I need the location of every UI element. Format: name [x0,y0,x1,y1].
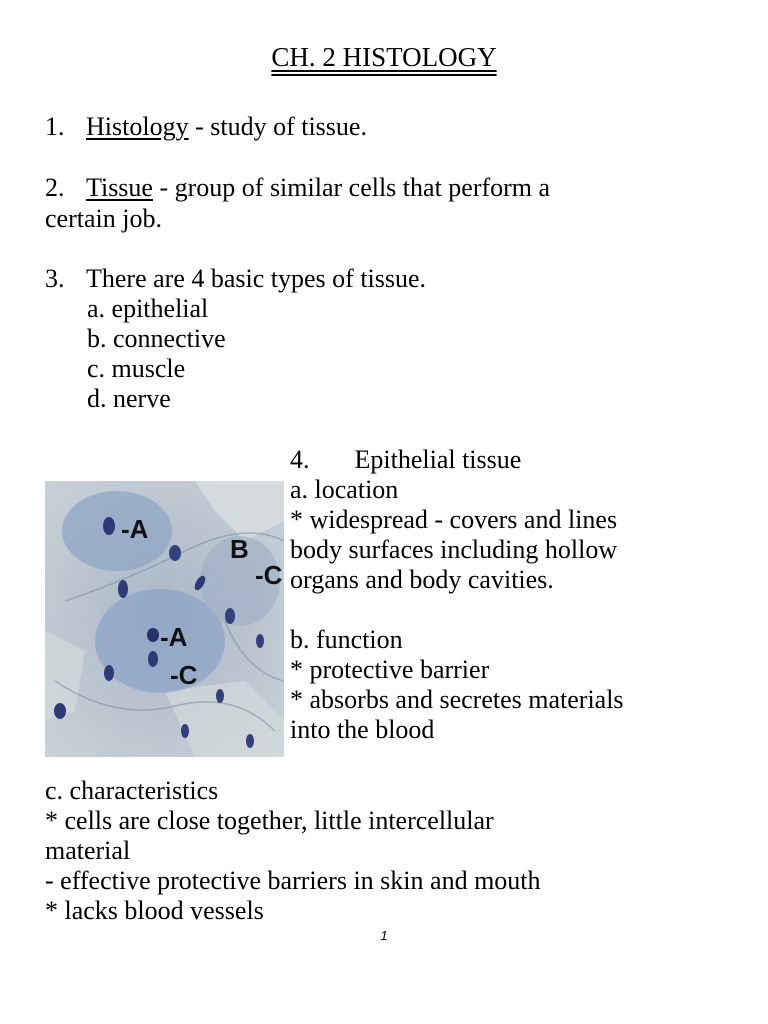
item-tissue-continued: certain job. [45,204,162,233]
section-epithelial-heading: 4. Epithelial tissue [290,445,522,474]
tissue-type-epithelial: a. epithelial [87,294,209,323]
term-histology: Histology [86,112,189,141]
characteristics-label: c. characteristics [45,776,219,805]
item-tissue: 2. Tissue - group of similar cells that perform a [45,173,551,202]
micrograph-label-c: -C [170,660,198,690]
function-label: b. function [290,625,403,654]
nucleus [246,734,254,748]
nucleus [256,634,264,648]
characteristics-line: material [45,836,131,865]
tissue-type-connective: b. connective [87,324,226,353]
item-histology: 1. Histology - study of tissue. [45,112,367,141]
nucleus [118,580,128,598]
cell-body [62,491,172,571]
nucleus [181,724,189,738]
function-line: * protective barrier [290,655,490,684]
nucleus [216,689,224,703]
micrograph-label-b: B [230,534,249,564]
micrograph-label-c: -C [255,560,283,590]
nucleus [148,651,158,667]
nucleus [104,665,114,681]
nucleus [169,545,181,561]
micrograph-label-a: -A [160,622,188,652]
page-number: 1 [380,928,388,943]
tissue-type-nerve: d. nerve [87,384,171,413]
tissue-type-muscle: c. muscle [87,354,186,383]
location-line: body surfaces including hollow [290,535,618,564]
location-line: * widespread - covers and lines [290,505,618,534]
nucleus [103,517,115,535]
characteristics-line: - effective protective barriers in skin and mouth [45,866,541,895]
item-tissue-types: 3. There are 4 basic types of tissue. [45,264,427,293]
nucleus [54,703,66,719]
location-line: organs and body cavities. [290,565,554,594]
nucleus [225,608,235,624]
nucleus [147,628,159,642]
function-line: * absorbs and secretes materials [290,685,624,714]
micrograph-label-a: -A [121,514,149,544]
function-line: into the blood [290,715,435,744]
characteristics-line: * lacks blood vessels [45,896,264,925]
epithelial-micrograph [45,481,284,757]
characteristics-line: * cells are close together, little intercellular [45,806,494,835]
term-tissue: Tissue [86,173,153,202]
page-title: CH. 2 HISTOLOGY [271,42,497,72]
location-label: a. location [290,475,399,504]
